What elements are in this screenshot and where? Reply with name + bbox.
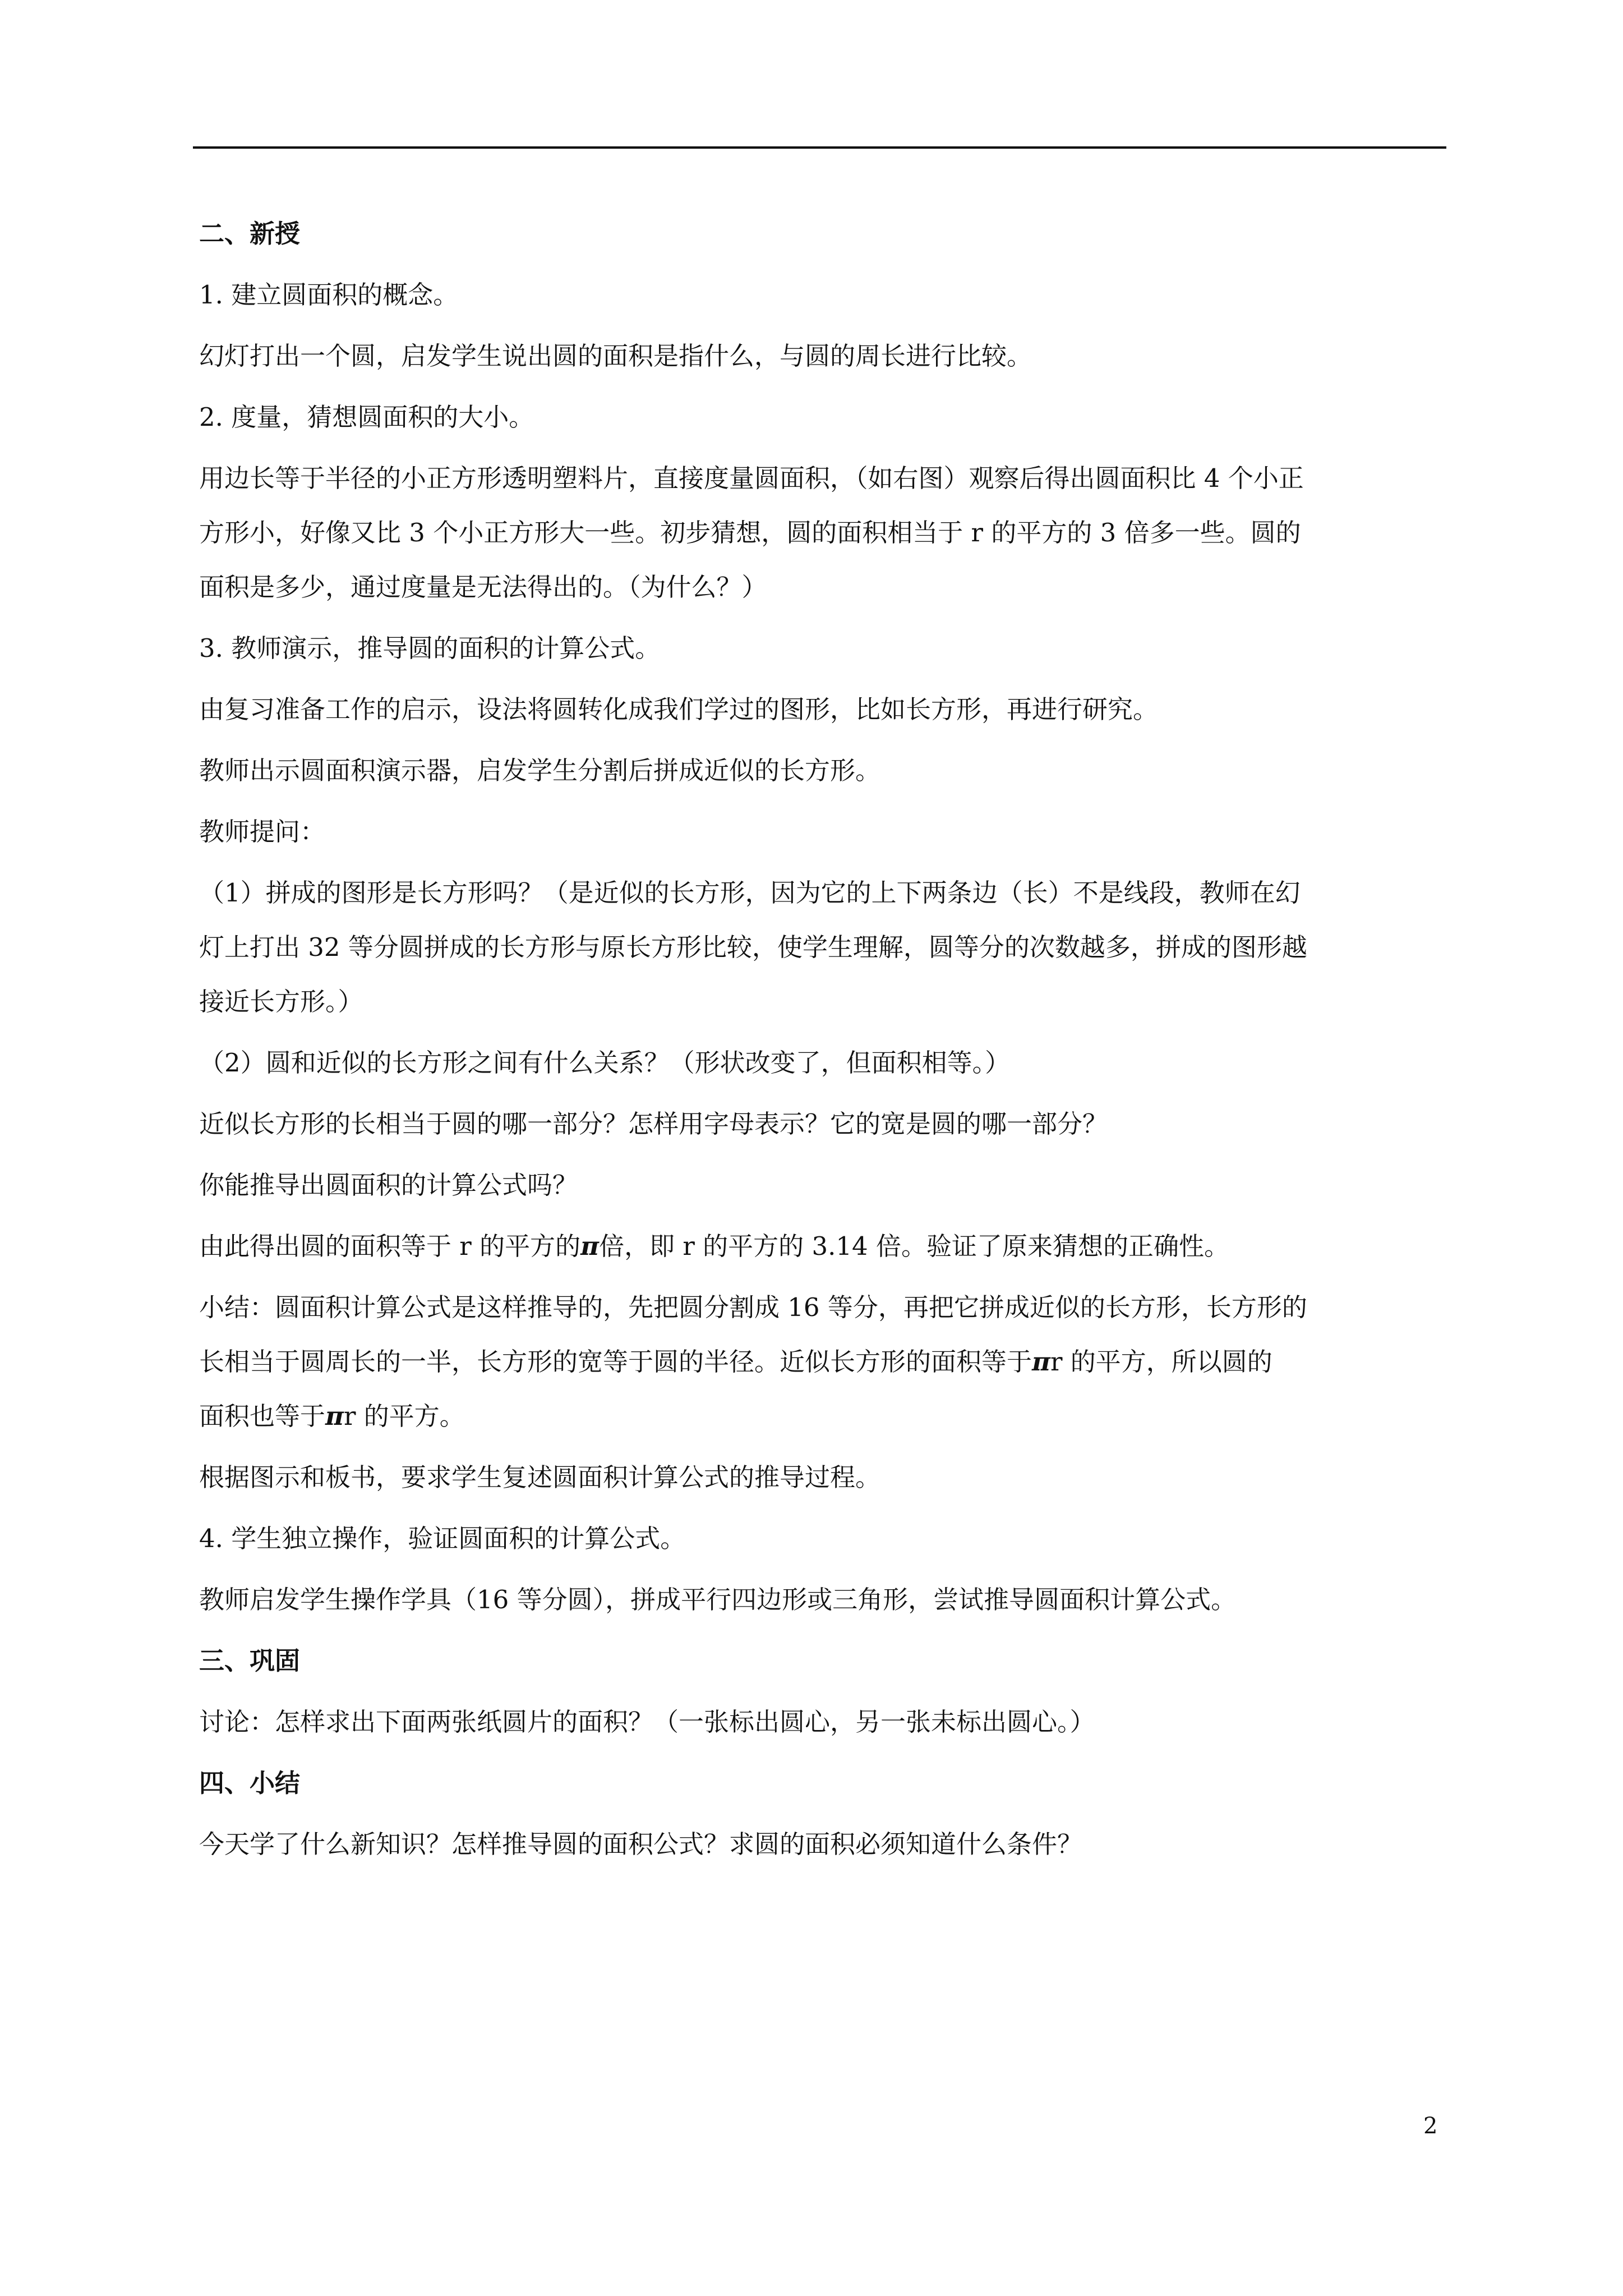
paragraph-line: 用边长等于半径的小正方形透明塑料片，直接度量圆面积，（如右图）观察后得出圆面积比 4 个小正 bbox=[199, 463, 1304, 493]
line-text: 长相当于圆周长的一半，长方形的宽等于圆的半径。近似长方形的面积等于 bbox=[199, 1347, 1032, 1377]
paragraph-line: 3. 教师演示，推导圆的面积的计算公式。 bbox=[199, 633, 661, 663]
paragraph-line bbox=[199, 1219, 1450, 1273]
paragraph-line: 教师启发学生操作学具（16 等分圆），拼成平行四边形或三角形，尝试推导圆面积计算公式。 bbox=[199, 1585, 1237, 1614]
paragraph-line: 教师出示圆面积演示器，启发学生分割后拼成近似的长方形。 bbox=[199, 756, 881, 785]
pi-symbol: π bbox=[325, 1401, 344, 1431]
pi-symbol: π bbox=[580, 1231, 600, 1261]
line-text: 由此得出圆的面积等于 r 的平方的 bbox=[199, 1231, 581, 1261]
paragraph-line: 近似长方形的长相当于圆的哪一部分？怎样用字母表示？它的宽是圆的哪一部分？ bbox=[199, 1109, 1108, 1139]
paragraph-line: 2. 度量，猜想圆面积的大小。 bbox=[199, 402, 534, 432]
line-text: r 的平方。 bbox=[343, 1401, 465, 1431]
page-number: 2 bbox=[1423, 2113, 1438, 2139]
paragraph-line: 讨论：怎样求出下面两张纸圆片的面积？（一张标出圆心，另一张未标出圆心。） bbox=[199, 1707, 1095, 1737]
paragraph-line: 你能推导出圆面积的计算公式吗？ bbox=[199, 1170, 578, 1200]
line-text: r 的平方，所以圆的 bbox=[1050, 1347, 1272, 1377]
paragraph-line: 教师提问： bbox=[199, 817, 326, 846]
paragraph-line bbox=[199, 1389, 1450, 1443]
paragraph-line: 方形小，好像又比 3 个小正方形大一些。初步猜想，圆的面积相当于 r 的平方的 3 倍多一些。圆的 bbox=[199, 518, 1301, 547]
paragraph-line: 1. 建立圆面积的概念。 bbox=[199, 280, 459, 310]
paragraph-line: 小结：圆面积计算公式是这样推导的，先把圆分割成 16 等分，再把它拼成近似的长方形，长方形的 bbox=[199, 1292, 1307, 1322]
section-heading-summary: 四、小结 bbox=[199, 1768, 301, 1798]
document-body bbox=[199, 206, 1450, 1871]
paragraph-line bbox=[199, 1335, 1450, 1389]
paragraph-line: 根据图示和板书，要求学生复述圆面积计算公式的推导过程。 bbox=[199, 1462, 881, 1492]
line-text: 面积也等于 bbox=[199, 1401, 326, 1431]
paragraph-line: 由复习准备工作的启示，设法将圆转化成我们学过的图形，比如长方形，再进行研究。 bbox=[199, 694, 1159, 724]
header-rule bbox=[193, 146, 1446, 149]
paragraph-line: 4. 学生独立操作，验证圆面积的计算公式。 bbox=[199, 1524, 686, 1553]
paragraph-line: 灯上打出 32 等分圆拼成的长方形与原长方形比较，使学生理解，圆等分的次数越多，拼成的图形越 bbox=[199, 932, 1307, 962]
paragraph-line: 今天学了什么新知识？怎样推导圆的面积公式？求圆的面积必须知道什么条件？ bbox=[199, 1829, 1083, 1859]
paragraph-line: 幻灯打出一个圆，启发学生说出圆的面积是指什么，与圆的周长进行比较。 bbox=[199, 341, 1032, 371]
paragraph-line: 面积是多少，通过度量是无法得出的。（为什么？） bbox=[199, 572, 767, 602]
paragraph-line: （1）拼成的图形是长方形吗？（是近似的长方形，因为它的上下两条边（长）不是线段，教师在幻 bbox=[199, 878, 1301, 908]
line-text: 倍，即 r 的平方的 3.14 倍。验证了原来猜想的正确性。 bbox=[599, 1231, 1229, 1261]
pi-symbol: π bbox=[1032, 1347, 1050, 1377]
paragraph-line: 接近长方形。） bbox=[199, 987, 363, 1016]
section-heading-new-lesson: 二、新授 bbox=[199, 219, 301, 249]
section-heading-consolidate: 三、巩固 bbox=[199, 1646, 301, 1676]
paragraph-line: （2）圆和近似的长方形之间有什么关系？（形状改变了，但面积相等。） bbox=[199, 1048, 1011, 1078]
